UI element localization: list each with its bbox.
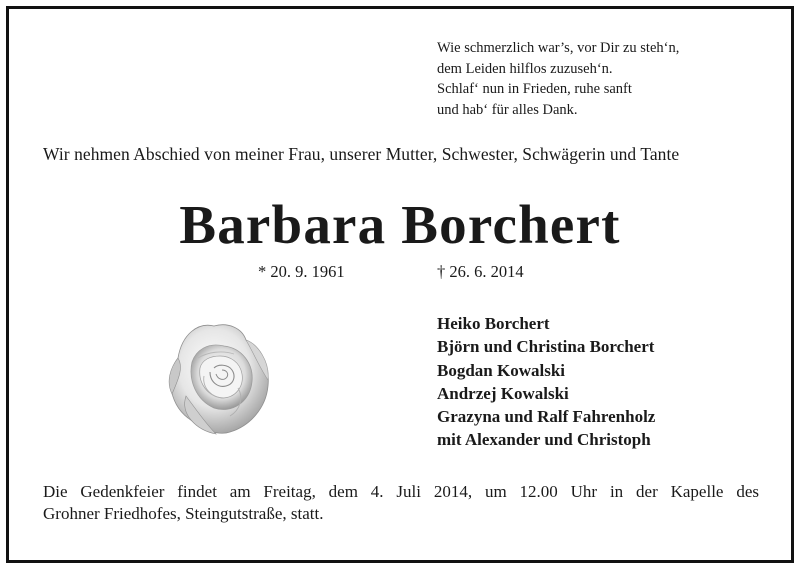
poem-line: Schlaf‘ nun in Frieden, ruhe sanft (437, 81, 632, 97)
mourner-name: Heiko Borchert (437, 314, 550, 333)
poem (437, 38, 679, 120)
mourner-name: Bogdan Kowalski (437, 360, 566, 380)
poem-line: Wie schmerzlich war’s, vor Dir zu steh‘n, (437, 40, 680, 56)
rose-icon (158, 318, 274, 440)
memorial-notice-line: Grohner Friedhofes, Steingutstraße, statt. (43, 504, 324, 523)
memorial-notice (43, 481, 759, 525)
memorial-notice-line: Die Gedenkfeier findet am Freitag, dem 4. Juli 2014, um 12.00 Uhr in der Kapelle des (43, 482, 759, 501)
poem-line: dem Leiden hilflos zuzuseh‘n. (437, 60, 613, 77)
poem-line: und hab‘ für alles Dank. (437, 101, 578, 118)
mourners-list (437, 312, 655, 452)
mourner-name: Björn und Christina Borchert (437, 337, 655, 357)
deceased-name: Barbara Borchert (179, 194, 621, 255)
mourner-name: mit Alexander und Christoph (437, 430, 651, 450)
death-date: † 26. 6. 2014 (437, 262, 524, 281)
farewell-intro: Wir nehmen Abschied von meiner Frau, unserer Mutter, Schwester, Schwägerin und Tante (43, 144, 680, 164)
mourner-name: Andrzej Kowalski (437, 383, 569, 403)
birth-date: * 20. 9. 1961 (258, 262, 345, 281)
mourner-name: Grazyna und Ralf Fahrenholz (437, 407, 656, 427)
